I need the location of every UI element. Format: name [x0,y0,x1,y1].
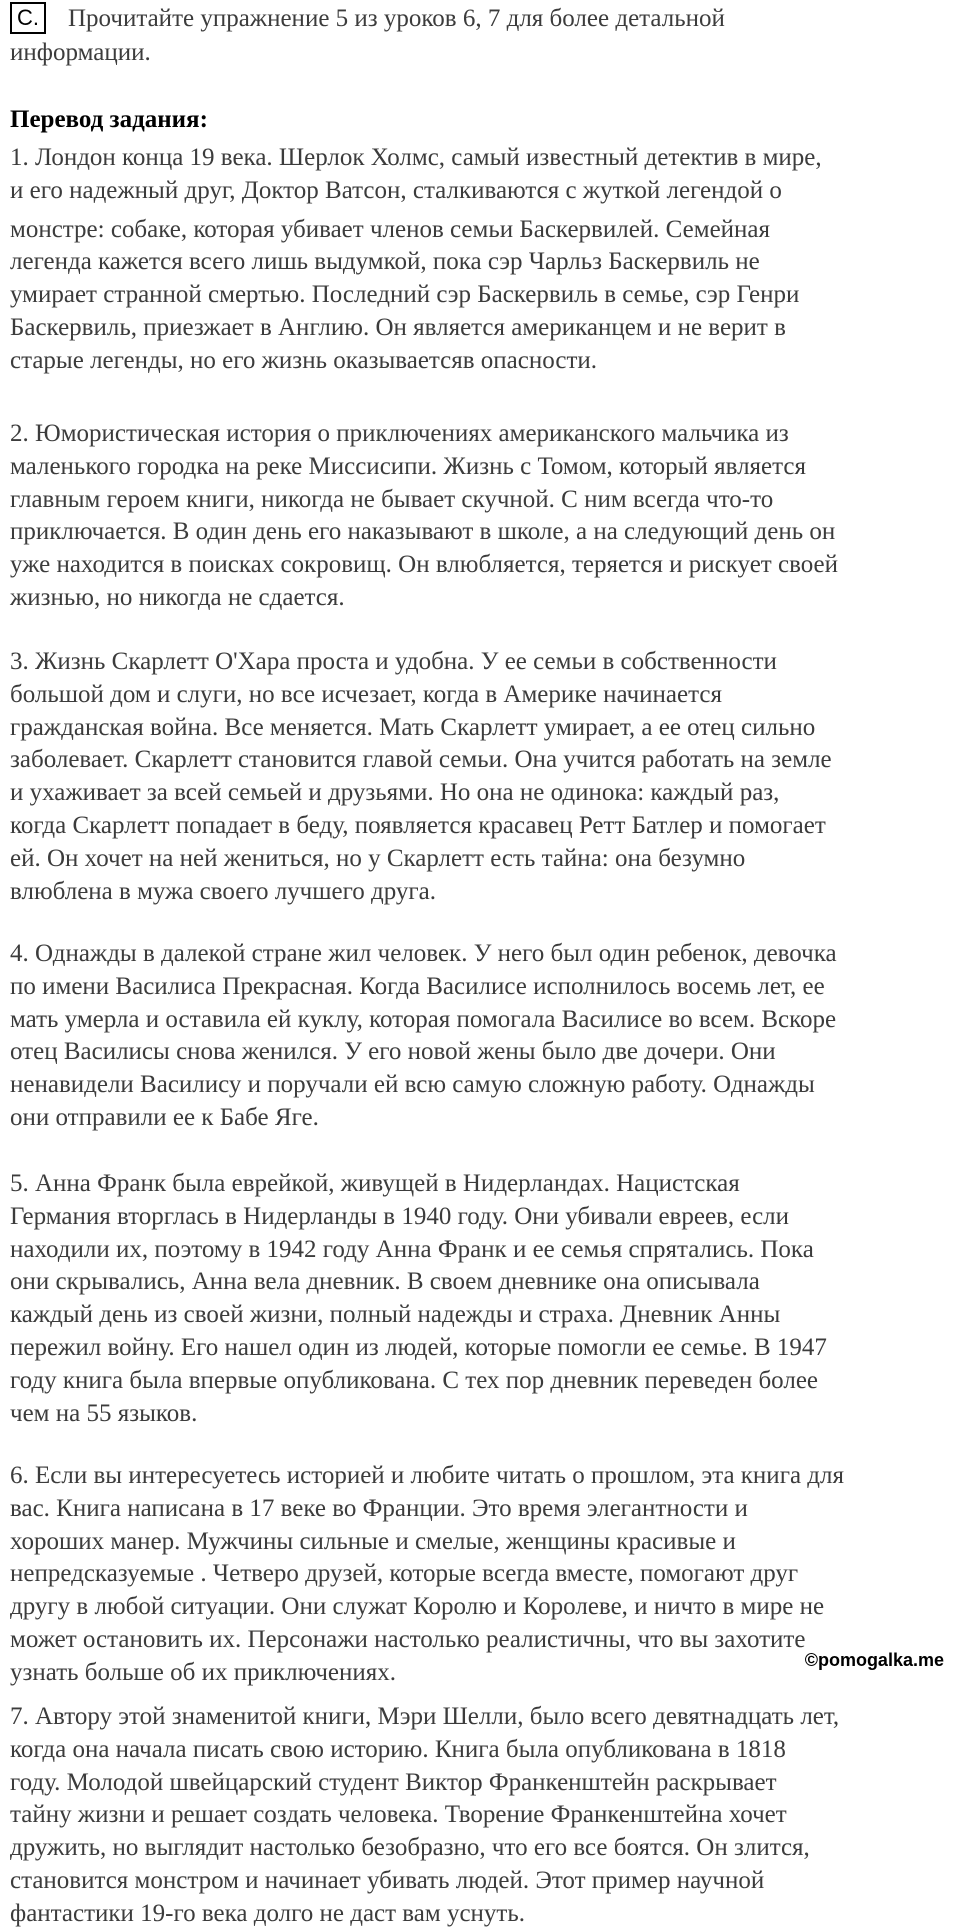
paragraph-1-line: и его надежный друг, Доктор Ватсон, сталкиваются с жуткой легендой о [10,177,782,204]
paragraph-7-line: 7. Автору этой знаменитой книги, Мэри Шелли, было всего девятнадцать лет, [10,1703,840,1730]
paragraph-5-line: году книга была впервые опубликована. С тех пор дневник переведен более [10,1367,819,1394]
paragraph-6-line: может остановить их. Персонажи настолько реалистичны, что вы захотите [10,1626,806,1653]
paragraph-3-line: большой дом и слуги, но все исчезает, когда в Америке начинается [10,681,722,708]
paragraph-4-line: они отправили ее к Бабе Яге. [10,1104,319,1131]
paragraph-3-line: влюблена в мужа своего лучшего друга. [10,878,436,905]
paragraph-7-line: фантастики 19-го века долго не даст вам уснуть. [10,1900,526,1927]
paragraph-5-line: Германия вторглась в Нидерланды в 1940 году. Они убивали евреев, если [10,1203,790,1230]
paragraph-7-line: когда она начала писать свою историю. Книга была опубликована в 1818 [10,1736,786,1763]
paragraph-7-line: становится монстром и начинает убивать людей. Этот пример научной [10,1867,765,1894]
paragraph-4-line: отец Василисы снова женился. У его новой жены было две дочери. Они [10,1038,776,1065]
paragraph-7-line: году. Молодой швейцарский студент Виктор Франкенштейн раскрывает [10,1769,777,1796]
task-instruction-line-2: информации. [10,39,151,66]
paragraph-2-line: главным героем книги, никогда не бывает скучной. С ним всегда что-то [10,486,774,513]
paragraph-4-line: по имени Василиса Прекрасная. Когда Василисе исполнилось восемь лет, ее [10,973,825,1000]
paragraph-5-line: они скрывались, Анна вела дневник. В своем дневнике она описывала [10,1268,760,1295]
watermark: ©pomogalka.me [804,1650,944,1670]
paragraph-4-line: ненавидели Василису и поручали ей всю самую сложную работу. Однажды [10,1071,815,1098]
paragraph-6-line: хороших манер. Мужчины сильные и смелые, женщины красивые и [10,1528,736,1555]
task-letter-badge: C. [10,2,46,34]
paragraph-6-line: вас. Книга написана в 17 веке во Франции. Это время элегантности и [10,1495,748,1522]
translation-heading: Перевод задания: [10,106,208,133]
paragraph-3-line: 3. Жизнь Скарлетт О'Хара проста и удобна. У ее семьи в собственности [10,648,777,675]
paragraph-6-line: 6. Если вы интересуетесь историей и любите читать о прошлом, эта книга для [10,1462,844,1489]
paragraph-5-line: чем на 55 языков. [10,1400,198,1427]
task-instruction-text: Прочитайте упражнение 5 из уроков 6, 7 для более детальной [68,5,725,32]
paragraph-2-line: жизнью, но никогда не сдается. [10,584,345,611]
paragraph-2-line: маленького городка на реке Миссисипи. Жизнь с Томом, который является [10,453,806,480]
paragraph-6-line: непредсказуемые . Четверо друзей, которые всегда вместе, помогают друг [10,1560,799,1587]
paragraph-1-line: Баскервиль, приезжает в Англию. Он является американцем и не верит в [10,314,786,341]
paragraph-2-line: уже находится в поисках сокровищ. Он влюбляется, теряется и рискует своей [10,551,838,578]
paragraph-7-line: дружить, но выглядит настолько безобразно, что его все боятся. Он злится, [10,1834,810,1861]
paragraph-1-line: умирает странной смертью. Последний сэр Баскервиль в семье, сэр Генри [10,281,800,308]
paragraph-3-line: гражданская война. Все меняется. Мать Скарлетт умирает, а ее отец сильно [10,714,816,741]
paragraph-3-line: заболевает. Скарлетт становится главой семьи. Она учится работать на земле [10,746,832,773]
paragraph-2-line: 2. Юмористическая история о приключениях американского мальчика из [10,420,789,447]
paragraph-5-line: находили их, поэтому в 1942 году Анна Франк и ее семья спрятались. Пока [10,1236,814,1263]
paragraph-7-line: тайну жизни и решает создать человека. Творение Франкенштейна хочет [10,1801,787,1828]
paragraph-6-line: узнать больше об их приключениях. [10,1659,397,1686]
paragraph-5-line: 5. Анна Франк была еврейкой, живущей в Нидерландах. Нацистская [10,1170,740,1197]
paragraph-1-line: 1. Лондон конца 19 века. Шерлок Холмс, самый известный детектив в мире, [10,144,822,171]
paragraph-5-line: каждый день из своей жизни, полный надежды и страха. Дневник Анны [10,1301,781,1328]
paragraph-5-line: пережил войну. Его нашел один из людей, которые помогли ее семье. В 1947 [10,1334,827,1361]
paragraph-2-line: приключается. В один день его наказывают в школе, а на следующий день он [10,518,836,545]
paragraph-1-line: монстре: собаке, которая убивает членов семьи Баскервилей. Семейная [10,216,771,243]
paragraph-3-line: и ухаживает за всей семьей и друзьями. Но она не одинока: каждый раз, [10,779,780,806]
paragraph-3-line: ей. Он хочет на ней жениться, но у Скарлетт есть тайна: она безумно [10,845,746,872]
task-instruction-line-1 [10,2,725,35]
paragraph-1-line: легенда кажется всего лишь выдумкой, пока сэр Чарльз Баскервиль не [10,248,760,275]
paragraph-4-line: 4. Однажды в далекой стране жил человек. У него был один ребенок, девочка [10,940,837,967]
paragraph-1-line: старые легенды, но его жизнь оказываетсяв опасности. [10,347,598,374]
paragraph-4-line: мать умерла и оставила ей куклу, которая помогала Василисе во всем. Вскоре [10,1006,837,1033]
paragraph-3-line: когда Скарлетт попадает в беду, появляется красавец Ретт Батлер и помогает [10,812,826,839]
paragraph-6-line: другу в любой ситуации. Они служат Королю и Королеве, и ничто в мире не [10,1593,825,1620]
